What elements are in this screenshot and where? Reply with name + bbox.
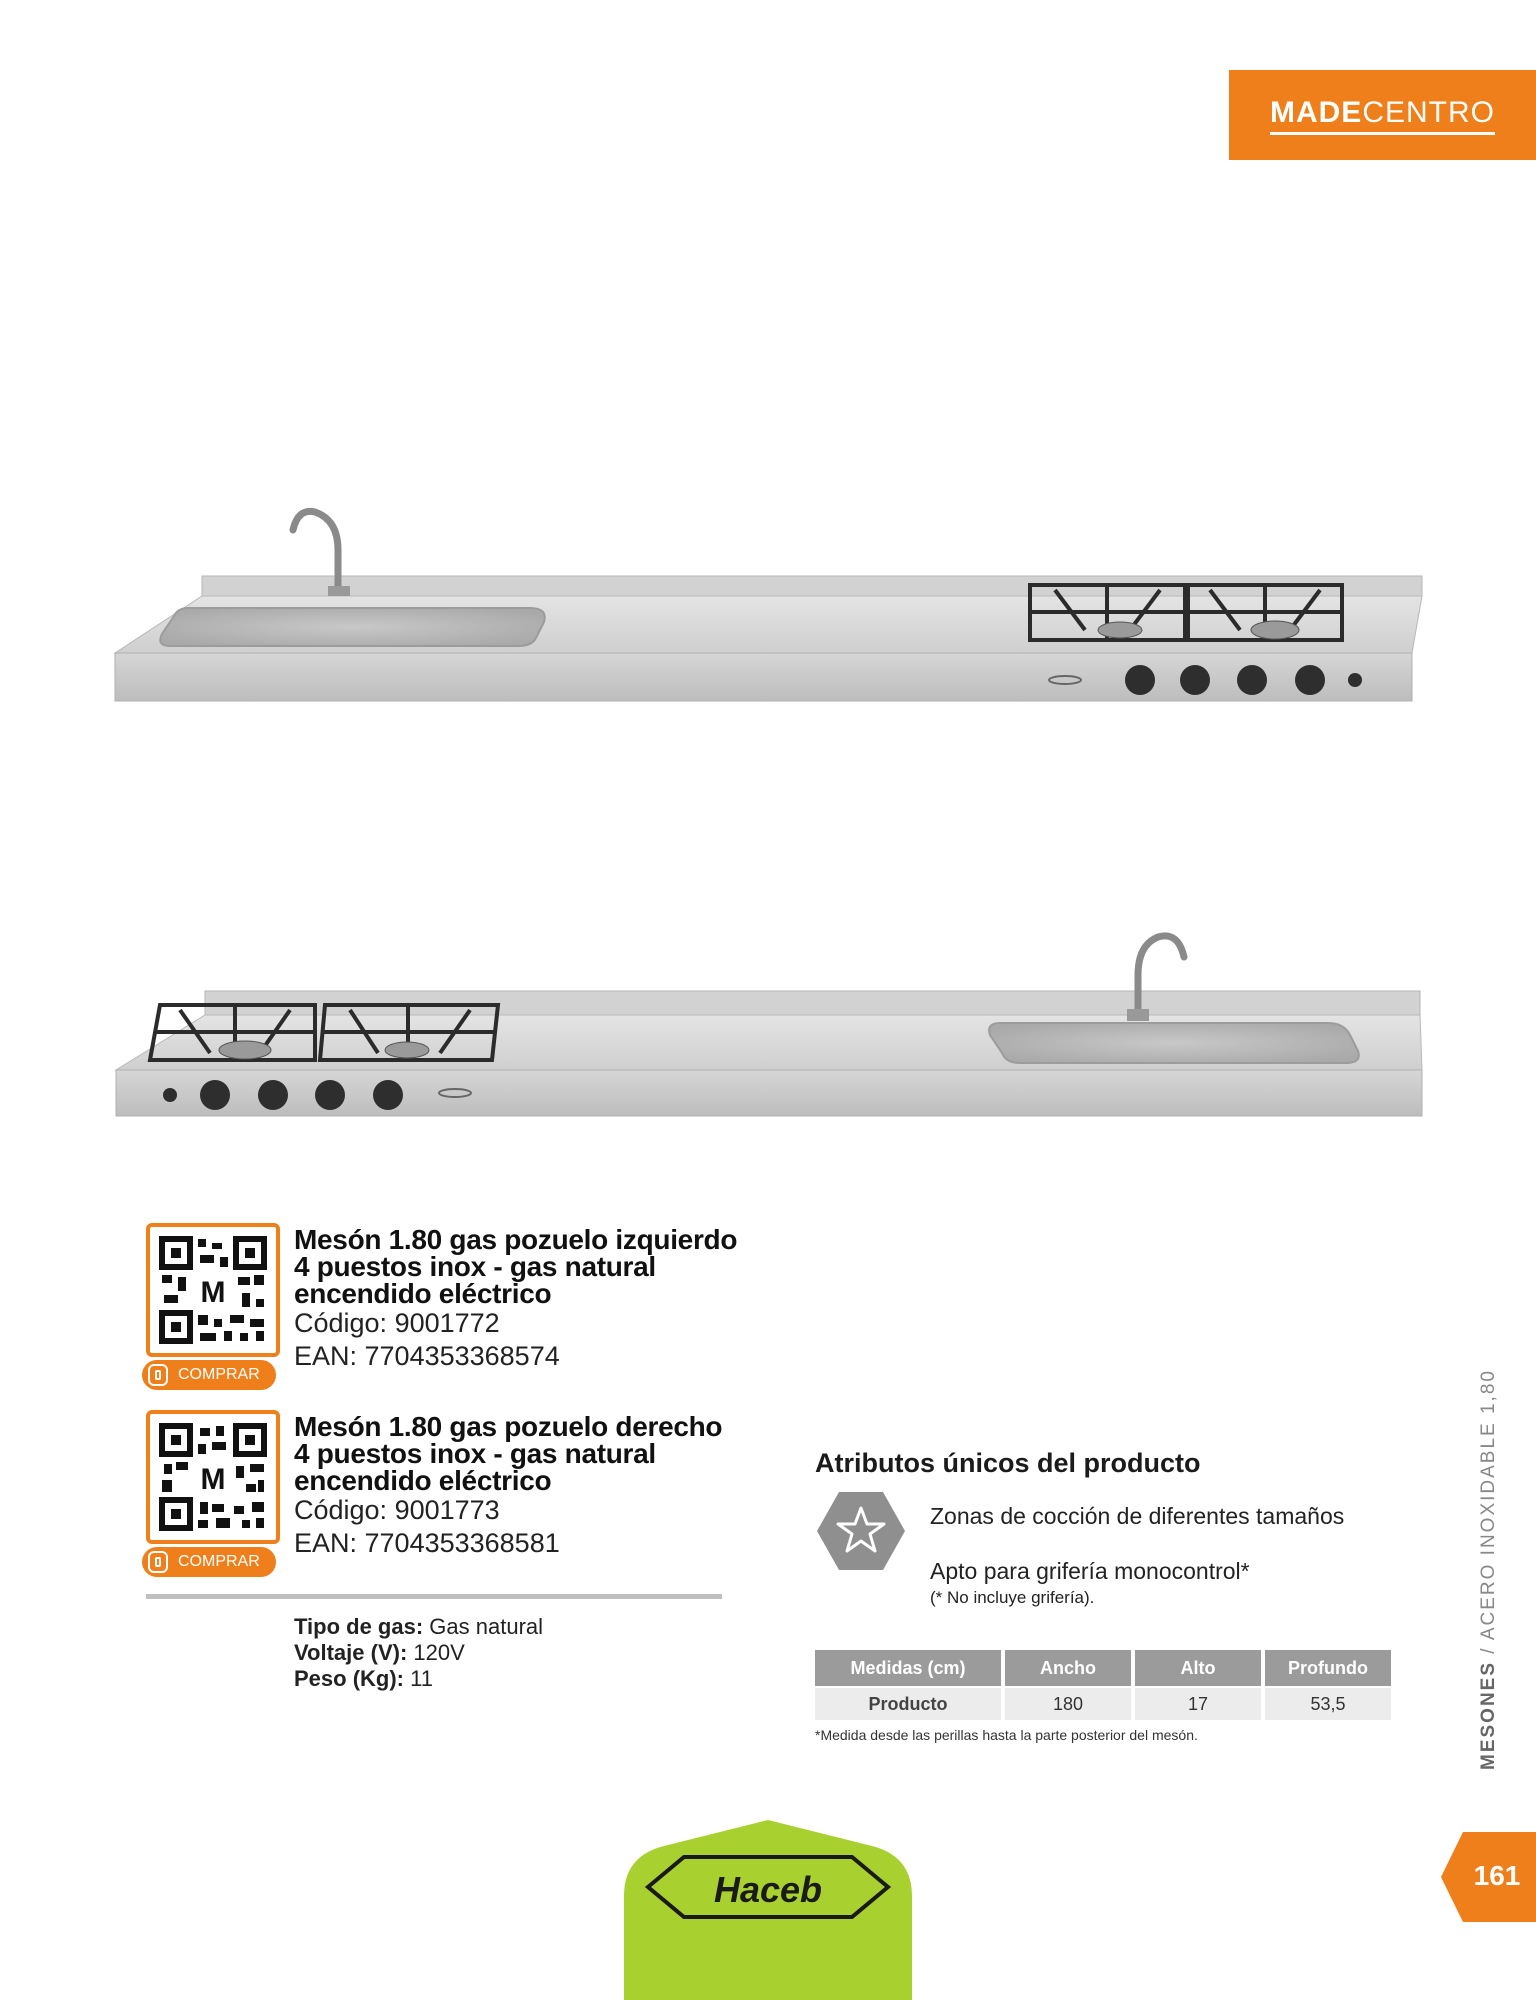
product-title-line: 4 puestos inox - gas natural — [294, 1251, 656, 1282]
product-1-info — [294, 1226, 737, 1373]
product-image-right-sink — [110, 905, 1430, 1130]
attributes-heading: Atributos únicos del producto — [815, 1448, 1201, 1478]
product-title-line: encendido eléctrico — [294, 1278, 552, 1309]
phone-icon — [148, 1364, 168, 1386]
product-title-line: 4 puestos inox - gas natural — [294, 1438, 656, 1469]
table-header: Medidas (cm) — [815, 1650, 1001, 1686]
attribute-note: (* No incluye grifería). — [930, 1588, 1095, 1607]
product-title-line: Mesón 1.80 gas pozuelo izquierdo — [294, 1224, 738, 1255]
phone-icon — [148, 1551, 168, 1573]
specs-list — [294, 1614, 543, 1692]
table-row — [815, 1686, 1391, 1720]
product-code: Código: 9001772 — [294, 1308, 500, 1338]
product-title-line: encendido eléctrico — [294, 1465, 552, 1496]
product-2-info — [294, 1413, 722, 1560]
divider — [146, 1594, 722, 1599]
svg-text:M: M — [200, 1463, 226, 1496]
brand-tag — [1229, 70, 1536, 160]
buy-button-product-2[interactable] — [142, 1547, 276, 1577]
table-cell: Producto — [815, 1686, 1001, 1720]
qr-code-product-2[interactable] — [146, 1410, 280, 1544]
page-number: 161 — [1473, 1860, 1521, 1891]
table-note: *Medida desde las perillas hasta la parte posterior del mesón. — [815, 1727, 1198, 1743]
star-hexagon-icon — [815, 1490, 907, 1572]
buy-label: COMPRAR — [178, 1553, 260, 1570]
attribute-item-2: Apto para grifería monocontrol* — [930, 1558, 1250, 1584]
table-cell: 17 — [1135, 1686, 1261, 1720]
table-header: Profundo — [1265, 1650, 1391, 1686]
haceb-logo-text: Haceb — [713, 1869, 823, 1910]
side-category-label: MESONES / ACERO INOXIDABLE 1,80 — [1478, 1369, 1499, 1770]
table-cell: 180 — [1005, 1686, 1131, 1720]
brand-logo: MADECENTRO — [1270, 96, 1495, 135]
table-header: Alto — [1135, 1650, 1261, 1686]
spec-weight: Peso (Kg): 11 — [294, 1666, 433, 1691]
qr-code-product-1[interactable] — [146, 1223, 280, 1357]
attribute-item-1: Zonas de cocción de diferentes tamaños — [930, 1503, 1345, 1529]
spec-voltage: Voltaje (V): 120V — [294, 1640, 465, 1665]
product-image-left-sink — [110, 490, 1430, 715]
table-cell: 53,5 — [1265, 1686, 1391, 1720]
qr-code-icon — [150, 1227, 276, 1353]
buy-label: COMPRAR — [178, 1366, 260, 1383]
spec-gas: Tipo de gas: Gas natural — [294, 1614, 544, 1639]
product-ean: EAN: 7704353368574 — [294, 1341, 560, 1371]
qr-code-icon — [150, 1414, 276, 1540]
product-ean: EAN: 7704353368581 — [294, 1528, 560, 1558]
product-code: Código: 9001773 — [294, 1495, 500, 1525]
table-header: Ancho — [1005, 1650, 1131, 1686]
product-title-line: Mesón 1.80 gas pozuelo derecho — [294, 1411, 723, 1442]
svg-text:M: M — [200, 1276, 226, 1309]
dimensions-table — [811, 1650, 1395, 1720]
buy-button-product-1[interactable] — [142, 1360, 276, 1390]
